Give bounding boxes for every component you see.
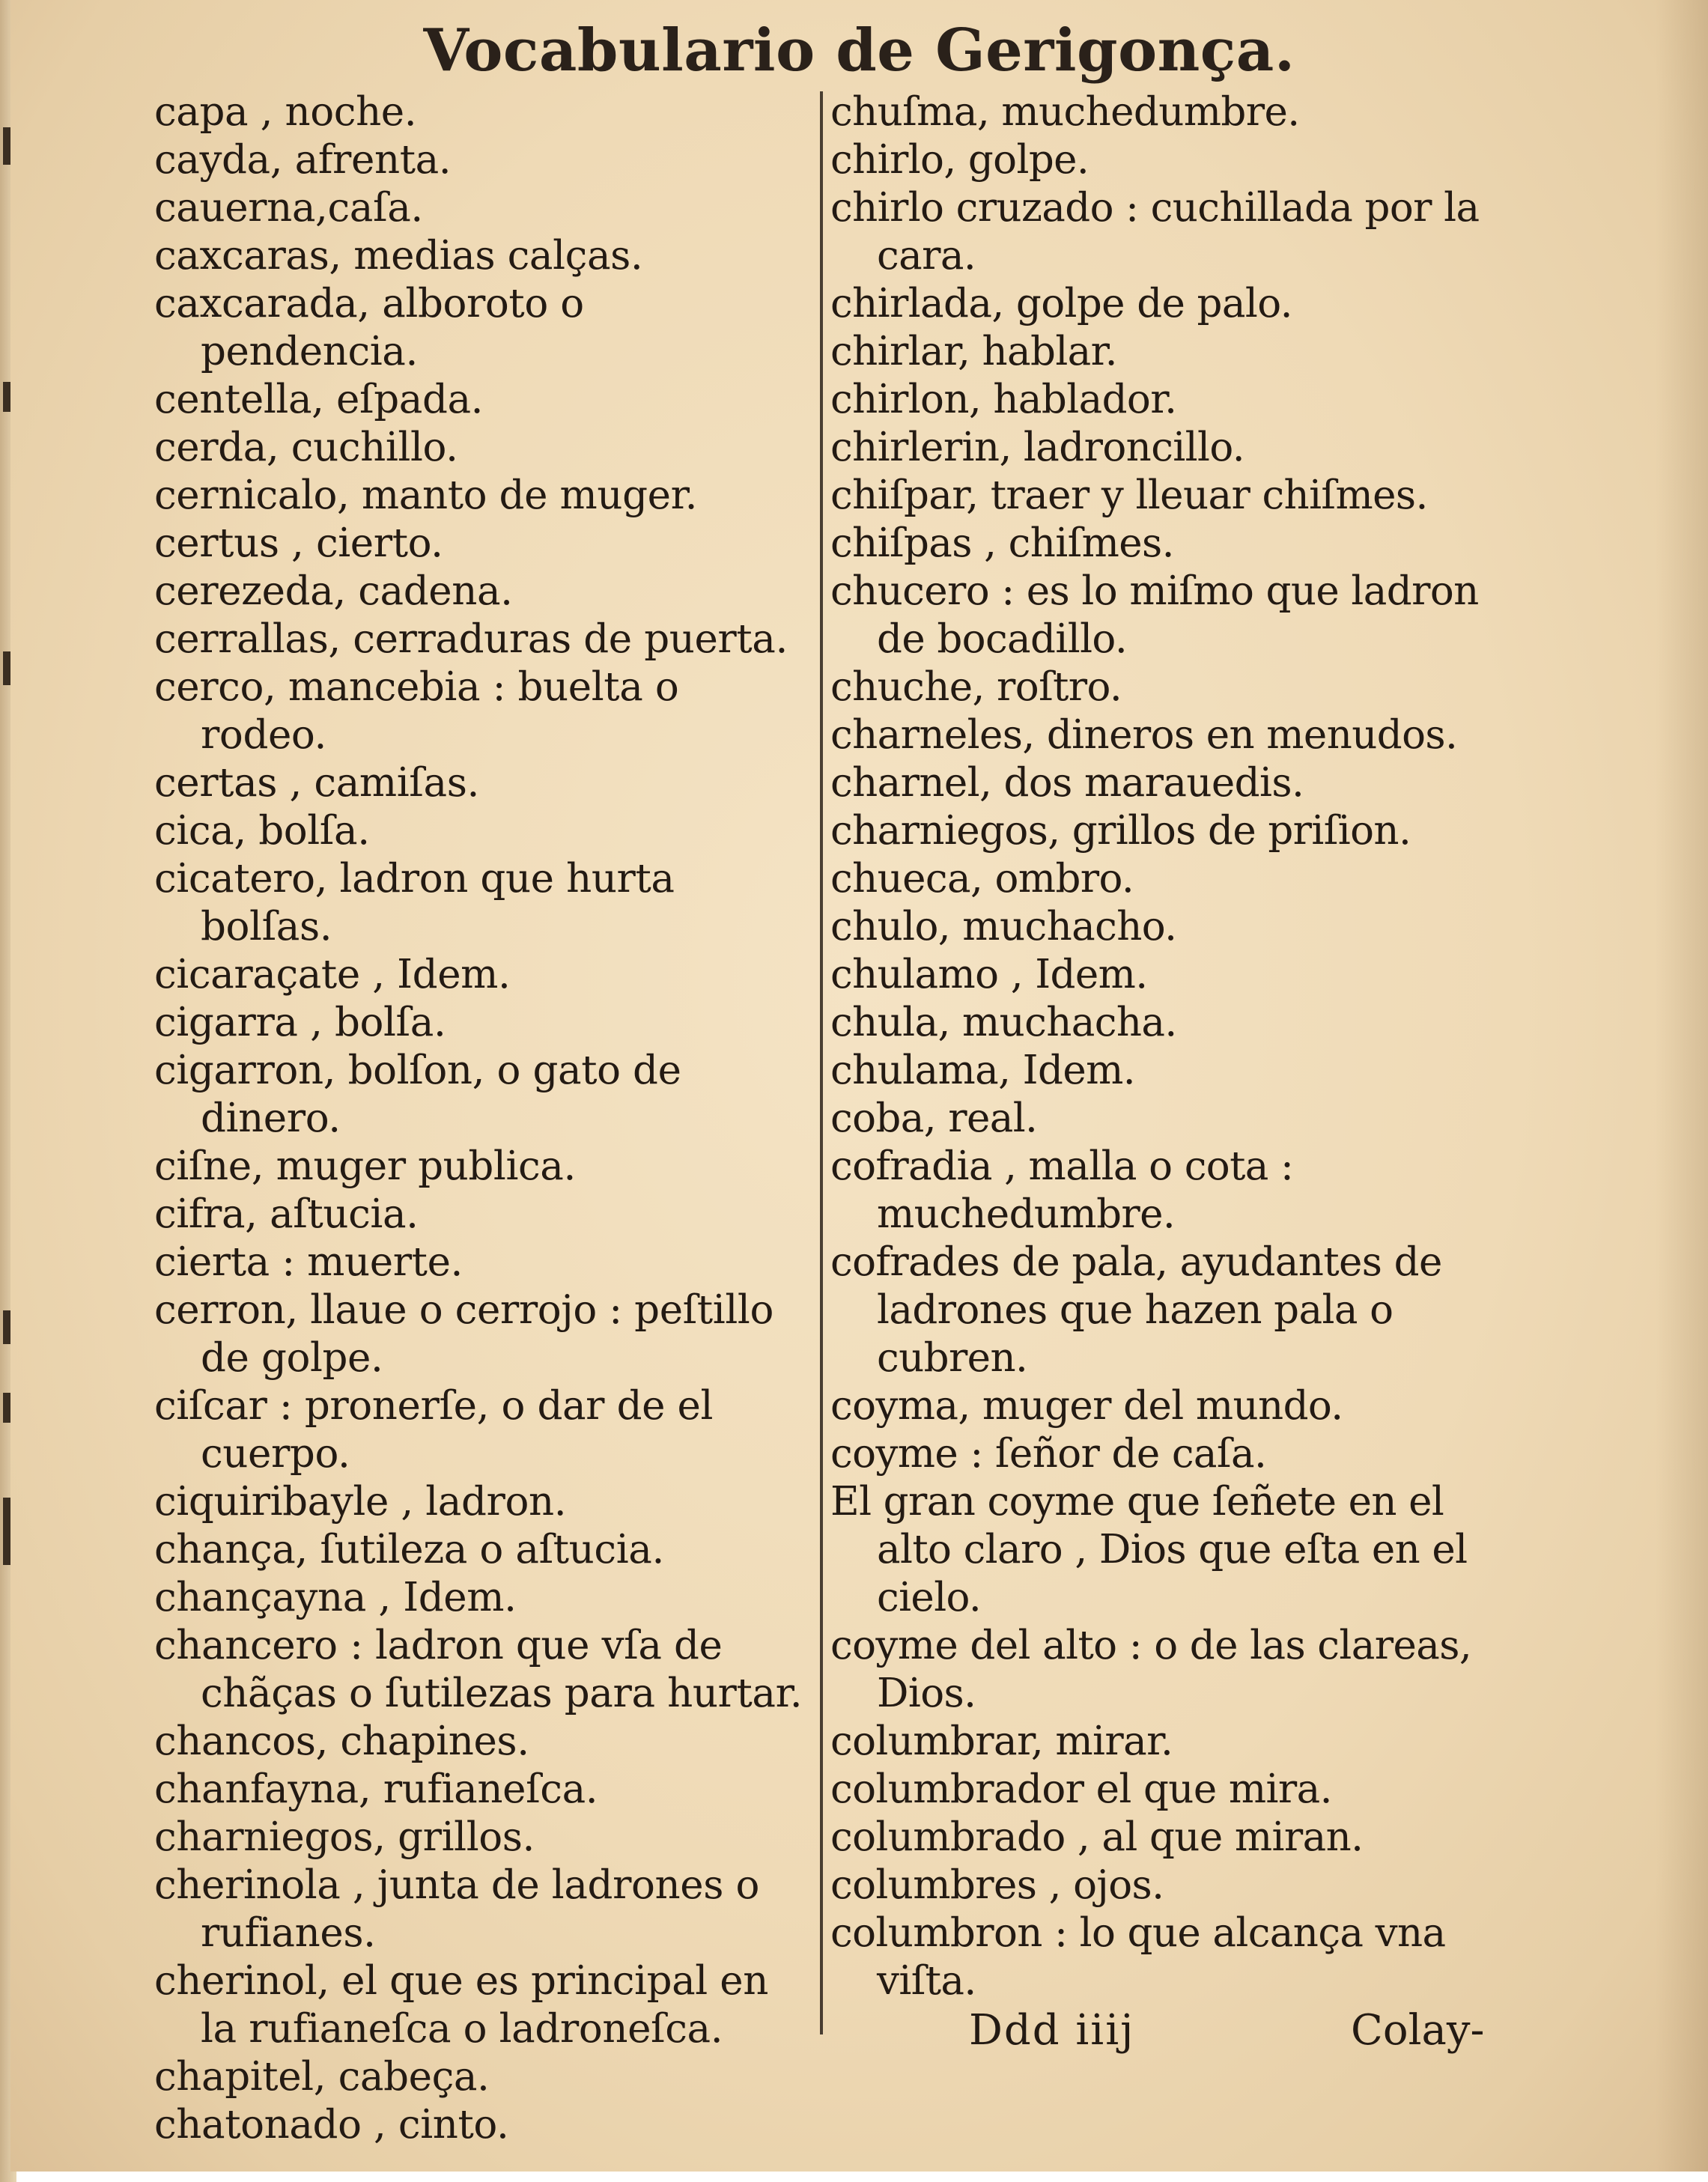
glossary-entry: El gran coyme que ſeñete en el alto claro , Dios que eſta en el cielo.: [830, 1479, 1468, 1620]
glossary-entry: charniegos, grillos de priſion.: [830, 808, 1411, 854]
glossary-entry: cofrades de pala, ayudantes de ladrones que hazen pala o cubren.: [830, 1239, 1442, 1381]
glossary-entry: caxcaras, medias calças.: [154, 233, 643, 279]
glossary-entry: chirlada, golpe de palo.: [830, 281, 1292, 326]
glossary-entry: centella, eſpada.: [154, 377, 484, 422]
right-column: [830, 88, 1501, 2005]
glossary-entry: columbrador el que mira.: [830, 1766, 1332, 1812]
glossary-entry: cierta : muerte.: [154, 1239, 463, 1285]
glossary-entry: chiſpar, traer y lleuar chiſmes.: [830, 472, 1428, 518]
glossary-entry: cherinol, el que es principal en la rufianeſca o ladroneſca.: [154, 1958, 769, 2052]
glossary-entry: coyme del alto : o de las clareas, Dios.: [830, 1623, 1472, 1716]
glossary-entry: cifra, aſtucia.: [154, 1191, 419, 1237]
glossary-entry: chirlo cruzado : cuchillada por la cara.: [830, 185, 1480, 279]
glossary-entry: cerda, cuchillo.: [154, 425, 458, 470]
glossary-entry: cernicalo, manto de muger.: [154, 472, 698, 518]
glossary-entry: charneles, dineros en menudos.: [830, 712, 1458, 758]
glossary-entry: chirlerin, ladroncillo.: [830, 425, 1244, 470]
glossary-entry: chanfayna, rufianeſca.: [154, 1766, 598, 1812]
glossary-entry: chucero : es lo miſmo que ladron de bocadillo.: [830, 568, 1479, 662]
glossary-entry: cigarron, bolſon, o gato de dinero.: [154, 1048, 681, 1141]
book-page: [10, 0, 1708, 2172]
glossary-entry: chancero : ladron que vſa de chãças o ſutilezas para hurtar.: [154, 1623, 803, 1716]
glossary-entry: chulo, muchacho.: [830, 904, 1177, 949]
left-column: [154, 88, 806, 2149]
glossary-entry: certas , camiſas.: [154, 760, 479, 806]
glossary-entry: columbrar, mirar.: [830, 1718, 1173, 1764]
glossary-entry: chirlar, hablar.: [830, 329, 1117, 374]
glossary-entry: chiſpas , chiſmes.: [830, 520, 1174, 566]
glossary-entry: chança, ſutileza o aſtucia.: [154, 1527, 664, 1572]
glossary-entry: cerco, mancebia : buelta o rodeo.: [154, 664, 679, 758]
glossary-entry: cherinola , junta de ladrones o rufianes.: [154, 1862, 759, 1956]
glossary-entry: cauerna,caſa.: [154, 185, 423, 231]
glossary-entry: cofradia , malla o cota : muchedumbre.: [830, 1143, 1294, 1237]
glossary-entry: cicatero, ladron que hurta bolſas.: [154, 856, 675, 949]
glossary-entry: columbron : lo que alcança vna viſta.: [830, 1910, 1446, 2004]
glossary-entry: chirlon, hablador.: [830, 377, 1177, 422]
glossary-entry: columbres , ojos.: [830, 1862, 1164, 1908]
glossary-entry: ciſcar : pronerſe, o dar de el cuerpo.: [154, 1383, 714, 1477]
glossary-entry: chula, muchacha.: [830, 1000, 1177, 1045]
glossary-entry: chatonado , cinto.: [154, 2102, 509, 2148]
glossary-entry: chuſma, muchedumbre.: [830, 89, 1300, 135]
glossary-entry: chulamo , Idem.: [830, 952, 1148, 997]
page-title: Vocabulario de Gerigonça.: [423, 16, 1295, 85]
glossary-entry: cerrallas, cerraduras de puerta.: [154, 616, 788, 662]
signature-mark: Ddd iiij: [969, 2006, 1135, 2055]
glossary-entry: chançayna , Idem.: [154, 1575, 517, 1620]
glossary-entry: coba, real.: [830, 1095, 1038, 1141]
glossary-entry: charniegos, grillos.: [154, 1814, 535, 1860]
glossary-entry: cayda, afrenta.: [154, 137, 452, 183]
glossary-entry: caxcarada, alboroto o pendencia.: [154, 281, 584, 374]
glossary-entry: certus , cierto.: [154, 520, 443, 566]
catchword: Colay-: [1351, 2006, 1485, 2055]
glossary-entry: chancos, chapines.: [154, 1718, 529, 1764]
glossary-entry: chapitel, cabeça.: [154, 2054, 490, 2100]
glossary-entry: columbrado , al que miran.: [830, 1814, 1364, 1860]
glossary-entry: chueca, ombro.: [830, 856, 1134, 902]
glossary-entry: cerezeda, cadena.: [154, 568, 513, 614]
glossary-entry: ciſne, muger publica.: [154, 1143, 576, 1189]
glossary-entry: charnel, dos marauedis.: [830, 760, 1304, 806]
glossary-entry: chulama, Idem.: [830, 1048, 1135, 1093]
glossary-entry: ciquiribayle , ladron.: [154, 1479, 567, 1525]
glossary-entry: coyma, muger del mundo.: [830, 1383, 1343, 1429]
glossary-entry: cica, bolſa.: [154, 808, 370, 854]
glossary-entry: cerron, llaue o cerrojo : peſtillo de golpe.: [154, 1287, 774, 1381]
column-rule: [820, 91, 823, 2034]
glossary-entry: cigarra , bolſa.: [154, 1000, 446, 1045]
glossary-entry: chuche, roſtro.: [830, 664, 1122, 710]
glossary-entry: capa , noche.: [154, 89, 417, 135]
glossary-entry: coyme : ſeñor de caſa.: [830, 1431, 1267, 1477]
glossary-entry: cicaraçate , Idem.: [154, 952, 511, 997]
glossary-entry: chirlo, golpe.: [830, 137, 1089, 183]
